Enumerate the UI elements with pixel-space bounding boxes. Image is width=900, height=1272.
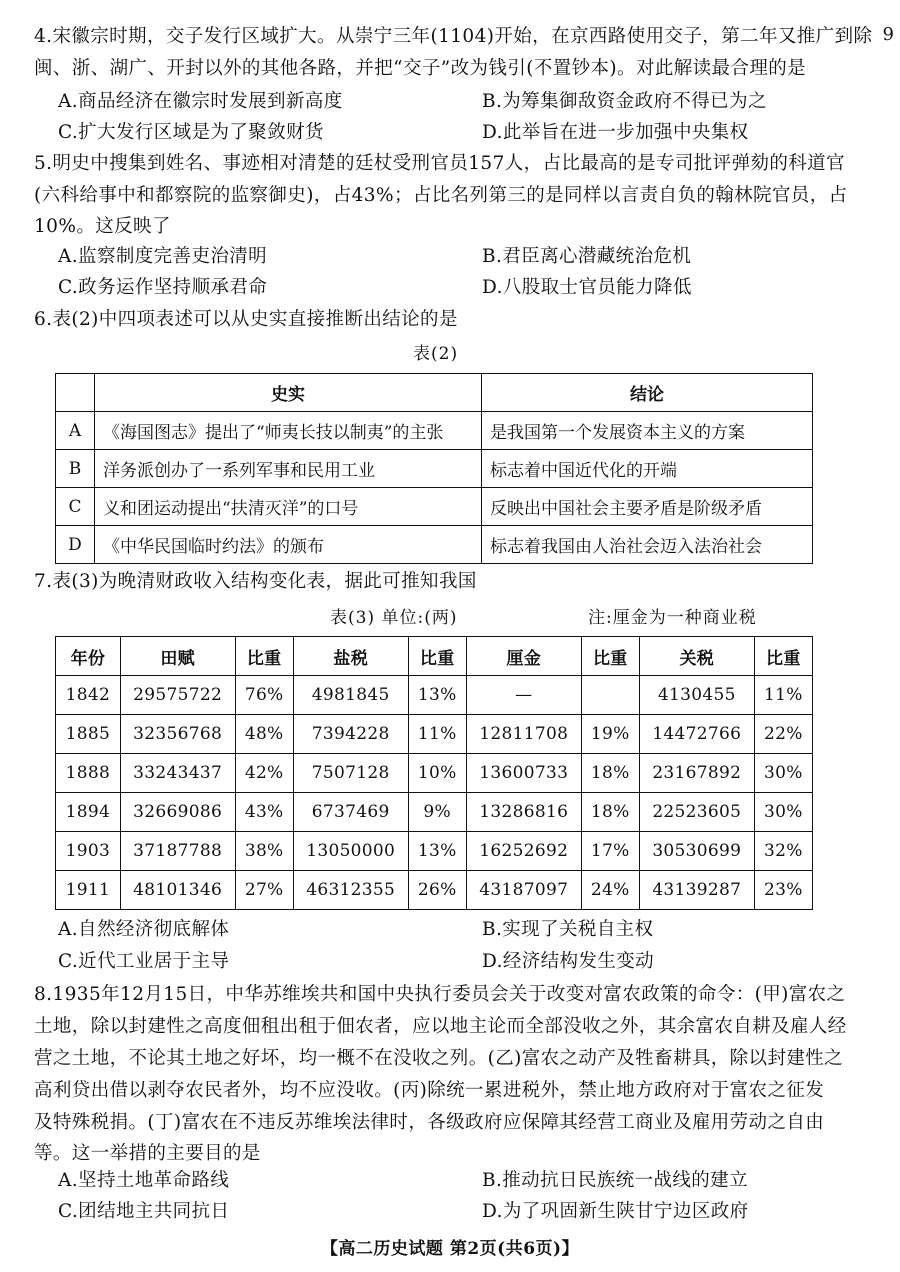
q5-stem-line2: (六科给事中和都察院的监察御史)，占43%；占比名列第三的是同样以言责自负的翰林院官员，占	[34, 185, 848, 206]
table3-cell: 32669086	[120, 793, 235, 832]
table3-cell: 1911	[56, 871, 121, 910]
table3-cell: 22%	[754, 715, 812, 754]
table3-cell: 17%	[581, 832, 639, 871]
table3-cell: 38%	[235, 832, 293, 871]
table2-corner-cell	[56, 374, 95, 412]
table2	[55, 373, 813, 564]
q4-option-c[interactable]: C.扩大发行区域是为了聚敛财货	[58, 122, 324, 143]
q8-stem-line2: 土地，除以封建性之高度佃租出租于佃农者，应以地主论而全部没收之外，其余富农自耕及雇人经	[34, 1016, 847, 1037]
table-row	[56, 754, 813, 793]
table-row	[56, 412, 813, 450]
q8-stem-line4: 高利贷出借以剥夺农民者外，均不应没收。(丙)除统一累进税外，禁止地方政府对于富农之征发	[34, 1080, 825, 1101]
table-row	[56, 832, 813, 871]
table3-cell: 12811708	[466, 715, 581, 754]
table-row	[56, 488, 813, 526]
table3-caption: 表(3) 单位:(两)	[330, 608, 458, 628]
table3-cell: 6737469	[293, 793, 408, 832]
table3-cell: 37187788	[120, 832, 235, 871]
table3-cell: 1888	[56, 754, 121, 793]
table3-cell: 9%	[408, 793, 466, 832]
table2-fact-cell: 洋务派创办了一系列军事和民用工业	[95, 450, 482, 488]
table3-cell	[581, 676, 639, 715]
table2-row-label: D	[56, 526, 95, 564]
q4-option-d[interactable]: D.此举旨在进一步加强中央集权	[482, 122, 749, 143]
table3-cell: 14472766	[639, 715, 754, 754]
table3-cell: 11%	[754, 676, 812, 715]
table3-cell: 48%	[235, 715, 293, 754]
q5-stem-line1: 5.明史中搜集到姓名、事迹相对清楚的廷杖受刑官员157人，占比最高的是专司批评弹劾的科道官	[34, 153, 845, 174]
q8-stem-line6: 等。这一举措的主要目的是	[34, 1143, 261, 1164]
table3-cell: 4130455	[639, 676, 754, 715]
table3-header-salt-tax: 盐税	[293, 637, 408, 676]
table2-row-label: B	[56, 450, 95, 488]
table3-cell: 30%	[754, 793, 812, 832]
table3-cell: 29575722	[120, 676, 235, 715]
table3-header-land-tax: 田赋	[120, 637, 235, 676]
q7-option-a[interactable]: A.自然经济彻底解体	[58, 919, 230, 940]
table2-header-row	[56, 374, 813, 412]
q5-stem-line3: 10%。这反映了	[34, 216, 171, 237]
table3-cell: 46312355	[293, 871, 408, 910]
q6-stem: 6.表(2)中四项表述可以从史实直接推断出结论的是	[34, 309, 458, 330]
table2-fact-cell: 《中华民国临时约法》的颁布	[95, 526, 482, 564]
table3-header-share: 比重	[754, 637, 812, 676]
q8-stem-line3: 营之土地，不论其土地之好坏，均一概不在没收之列。(乙)富农之动产及牲畜耕具，除以封建性之	[34, 1048, 844, 1069]
table2-conclusion-cell: 反映出中国社会主要矛盾是阶级矛盾	[482, 488, 813, 526]
table3-header-share: 比重	[581, 637, 639, 676]
table3-cell: 30%	[754, 754, 812, 793]
table3-header-share: 比重	[408, 637, 466, 676]
table-row	[56, 676, 813, 715]
q7-option-b[interactable]: B.实现了关税自主权	[482, 919, 654, 940]
table3-cell: 76%	[235, 676, 293, 715]
q4-option-a[interactable]: A.商品经济在徽宗时发展到新高度	[58, 91, 343, 112]
table3-header-share: 比重	[235, 637, 293, 676]
q8-stem-line1: 8.1935年12月15日，中华苏维埃共和国中央执行委员会关于改变对富农政策的命令：(甲)富农之	[34, 984, 846, 1005]
table3-cell: 18%	[581, 754, 639, 793]
table3-cell: 13050000	[293, 832, 408, 871]
table3-cell: 1894	[56, 793, 121, 832]
q5-option-d[interactable]: D.八股取士官员能力降低	[482, 277, 692, 298]
table3-cell: 4981845	[293, 676, 408, 715]
q5-option-b[interactable]: B.君臣离心潜藏统治危机	[482, 246, 692, 267]
table2-header-fact: 史实	[95, 374, 482, 412]
table3-cell: 43187097	[466, 871, 581, 910]
table3-cell: 7394228	[293, 715, 408, 754]
table-row	[56, 715, 813, 754]
q7-option-c[interactable]: C.近代工业居于主导	[58, 951, 230, 972]
table3-cell: 13286816	[466, 793, 581, 832]
table2-row-label: C	[56, 488, 95, 526]
table2-fact-cell: 义和团运动提出“扶清灭洋”的口号	[95, 488, 482, 526]
table3-header-lijin: 厘金	[466, 637, 581, 676]
table2-conclusion-cell: 标志着我国由人治社会迈入法治社会	[482, 526, 813, 564]
table-row	[56, 793, 813, 832]
table2-header-conclusion: 结论	[482, 374, 813, 412]
table3-cell: 32356768	[120, 715, 235, 754]
table2-conclusion-cell: 是我国第一个发展资本主义的方案	[482, 412, 813, 450]
q8-option-a[interactable]: A.坚持土地革命路线	[58, 1170, 230, 1191]
q8-option-d[interactable]: D.为了巩固新生陕甘宁边区政府	[482, 1201, 749, 1222]
table-row	[56, 450, 813, 488]
table3	[55, 636, 813, 910]
table3-cell: 27%	[235, 871, 293, 910]
page-footer: 【高二历史试题 第2页(共6页)】	[320, 1239, 580, 1259]
table3-cell: 43139287	[639, 871, 754, 910]
table3-cell: 13%	[408, 676, 466, 715]
table3-cell: 32%	[754, 832, 812, 871]
table3-cell: 23167892	[639, 754, 754, 793]
table3-cell: 24%	[581, 871, 639, 910]
q8-option-c[interactable]: C.团结地主共同抗日	[58, 1201, 230, 1222]
table3-cell: 33243437	[120, 754, 235, 793]
table3-cell: —	[466, 676, 581, 715]
corner-mark: 9	[882, 24, 894, 45]
q4-stem-line1: 4.宋徽宗时期，交子发行区域扩大。从崇宁三年(1104)开始，在京西路使用交子，第二年又推广到除	[34, 26, 873, 47]
table3-cell: 19%	[581, 715, 639, 754]
q5-option-c[interactable]: C.政务运作坚持顺承君命	[58, 277, 268, 298]
table3-cell: 23%	[754, 871, 812, 910]
table3-header-row	[56, 637, 813, 676]
table3-cell: 13600733	[466, 754, 581, 793]
q8-stem-line5: 及特殊税捐。(丁)富农在不违反苏维埃法律时，各级政府应保障其经营工商业及雇用劳动之自由	[34, 1112, 825, 1133]
table3-cell: 42%	[235, 754, 293, 793]
q7-option-d[interactable]: D.经济结构发生变动	[482, 951, 655, 972]
table3-cell: 11%	[408, 715, 466, 754]
table2-fact-cell: 《海国图志》提出了“师夷长技以制夷”的主张	[95, 412, 482, 450]
q4-stem-line2: 闽、浙、湖广、开封以外的其他各路，并把“交子”改为钱引(不置钞本)。对此解读最合理的是	[34, 58, 807, 79]
q5-option-a[interactable]: A.监察制度完善吏治清明	[58, 246, 268, 267]
table3-cell: 22523605	[639, 793, 754, 832]
table3-header-year: 年份	[56, 637, 121, 676]
table3-cell: 30530699	[639, 832, 754, 871]
table3-cell: 7507128	[293, 754, 408, 793]
table3-cell: 1842	[56, 676, 121, 715]
table-row	[56, 526, 813, 564]
table3-cell: 43%	[235, 793, 293, 832]
table3-cell: 13%	[408, 832, 466, 871]
table2-caption: 表(2)	[413, 344, 459, 364]
q8-option-b[interactable]: B.推动抗日民族统一战线的建立	[482, 1170, 748, 1191]
table3-cell: 16252692	[466, 832, 581, 871]
table2-row-label: A	[56, 412, 95, 450]
table3-cell: 10%	[408, 754, 466, 793]
table3-cell: 18%	[581, 793, 639, 832]
table3-cell: 48101346	[120, 871, 235, 910]
table3-cell: 1885	[56, 715, 121, 754]
table3-header-customs: 关税	[639, 637, 754, 676]
table-row	[56, 871, 813, 910]
table2-conclusion-cell: 标志着中国近代化的开端	[482, 450, 813, 488]
table3-cell: 1903	[56, 832, 121, 871]
q4-option-b[interactable]: B.为筹集御敌资金政府不得已为之	[482, 91, 767, 112]
table3-note: 注:厘金为一种商业税	[588, 608, 757, 628]
table3-cell: 26%	[408, 871, 466, 910]
q7-stem: 7.表(3)为晚清财政收入结构变化表，据此可推知我国	[34, 571, 477, 592]
